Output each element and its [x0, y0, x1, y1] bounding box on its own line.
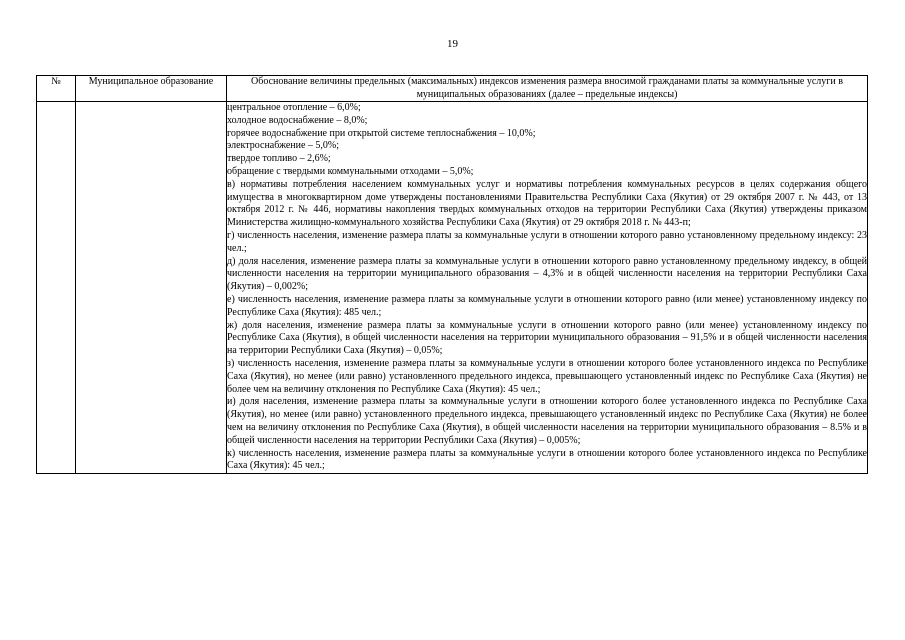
paragraph: обращение с твердыми коммунальными отходами – 5,0%; — [227, 165, 474, 177]
header-justification: Обоснование величины предельных (максимальных) индексов изменения размера вносимой гражданами платы за коммунальные услуги в муниципальных образованиях (далее – предельные индексы) — [227, 76, 868, 102]
paragraph: к) численность населения, изменение размера платы за коммунальные услуги в отношении которого более установленного индекса по Республике Саха (Якутия): 45 чел.; — [227, 447, 867, 472]
cell-municipality — [76, 102, 227, 474]
cell-justification — [227, 102, 868, 474]
justification-table — [36, 75, 868, 474]
table-header-row — [37, 76, 868, 102]
paragraph: д) доля населения, изменение размера платы за коммунальные услуги в отношении которого равно установленному предельному индексу, в общей численности населения на территории муниципального образования – 4,3% и в общей численности населения на территории Республики Саха (Якутия) – 0,002%; — [227, 255, 867, 293]
cell-number — [37, 102, 76, 474]
paragraph: г) численность населения, изменение размера платы за коммунальные услуги в отношении которого равно установленному предельному индексу: 23 чел.; — [227, 229, 867, 254]
paragraph: е) численность населения, изменение размера платы за коммунальные услуги в отношении которого равно (или менее) установленному индексу по Республике Саха (Якутия): 485 чел.; — [227, 293, 867, 318]
paragraph: твердое топливо – 2,6%; — [227, 153, 331, 165]
header-number: № — [37, 76, 76, 102]
paragraph: центральное отопление – 6,0%; — [227, 102, 361, 113]
table-row — [37, 102, 868, 474]
paragraph: электроснабжение – 5,0%; — [227, 140, 340, 152]
paragraph: ж) доля населения, изменение размера платы за коммунальные услуги в отношении которого равно (или менее) установленному индексу по Республике Саха (Якутия), в общей численности населения на территории муниципального образования – 91,5% и в общей численности населения на территории Республики Саха (Якутия) – 0,05%; — [227, 319, 867, 357]
page-number: 19 — [447, 38, 458, 50]
paragraph: в) нормативы потребления населением коммунальных услуг и нормативы потребления коммунальных ресурсов в целях содержания общего имущества в многоквартирном доме утверждены постановлениями Правительства Республики Саха (Якутия) от 29 октября 2007 г. № 443, от 13 октября 2012 г. № 446, нормативы накопления твердых коммунальных отходов на территории Республики Саха (Якутия) утверждены приказом Министерства жилищно-коммунального хозяйства Республики Саха (Якутия) от 29 октября 2018 г. № 443-п; — [227, 178, 867, 229]
header-municipality: Муниципальное образование — [76, 76, 227, 102]
paragraph: холодное водоснабжение – 8,0%; — [227, 114, 368, 126]
paragraph: з) численность населения, изменение размера платы за коммунальные услуги в отношении которого более установленного индекса по Республике Саха (Якутия), но менее (или равно) установленного предельного индекса, превышающего установленный индекс по Республике Саха (Якутия) не более чем на величину отклонения по Республике Саха (Якутия): 45 чел.; — [227, 357, 867, 395]
paragraph: горячее водоснабжение при открытой системе теплоснабжения – 10,0%; — [227, 127, 536, 139]
paragraph: и) доля населения, изменение размера платы за коммунальные услуги в отношении которого более установленного индекса по Республике Саха (Якутия), но менее (или равно) установленного предельного индекса, превышающего установленный индекс по Республике Саха (Якутия) не более чем на величину отклонения по Республике Саха (Якутия), в общей численности населения на территории муниципального образования – 8.5% и в общей численности населения на территории Республики Саха (Якутия) – 0,005%; — [227, 396, 867, 446]
